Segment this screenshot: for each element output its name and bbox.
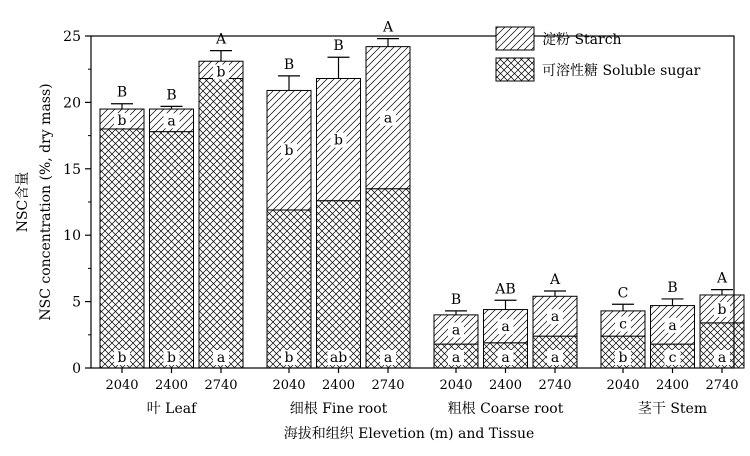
- group-label: 粗根 Coarse root: [447, 401, 564, 417]
- x-tick-label: 2740: [371, 378, 405, 393]
- letter-sugar: a: [501, 350, 510, 366]
- bar-soluble-sugar: [199, 78, 243, 368]
- letter-starch: a: [550, 309, 560, 326]
- x-tick-label: 2740: [705, 378, 739, 393]
- y-tick-label: 10: [63, 228, 81, 245]
- y-tick-label: 0: [72, 361, 81, 377]
- letter-starch: a: [668, 317, 677, 334]
- x-tick-label: 2400: [154, 378, 189, 393]
- letter-total: A: [716, 270, 728, 287]
- letter-sugar: b: [117, 350, 127, 366]
- y-tick-label: 25: [63, 29, 81, 45]
- letter-starch: a: [451, 322, 461, 339]
- letter-total: B: [166, 87, 177, 104]
- letter-total: B: [333, 38, 344, 55]
- group-label: 茎干 Stem: [637, 401, 708, 417]
- bar-soluble-sugar: [366, 189, 410, 368]
- letter-total: A: [215, 31, 227, 48]
- letter-total: B: [667, 279, 678, 296]
- letter-starch: b: [117, 113, 127, 130]
- bar-soluble-sugar: [267, 210, 311, 368]
- letter-sugar: a: [550, 350, 560, 366]
- letter-starch: a: [167, 113, 176, 130]
- x-tick-label: 2400: [655, 378, 690, 393]
- letter-sugar: a: [451, 350, 461, 366]
- legend-starch-label: 淀粉 Starch: [542, 32, 622, 48]
- letter-sugar: b: [284, 350, 294, 366]
- letter-sugar: ab: [329, 350, 348, 366]
- x-tick-label: 2400: [488, 378, 523, 393]
- legend-sugar-label: 可溶性糖 Soluble sugar: [542, 63, 701, 79]
- letter-sugar: b: [618, 350, 628, 366]
- y-tick-label: 15: [63, 161, 81, 178]
- letter-starch: b: [216, 64, 226, 81]
- letter-starch: b: [717, 301, 727, 318]
- x-tick-label: 2040: [439, 378, 473, 393]
- legend-starch-swatch: [496, 27, 534, 50]
- letter-starch: a: [383, 110, 393, 127]
- bar-soluble-sugar: [317, 201, 361, 368]
- x-tick-label: 2040: [272, 378, 306, 393]
- group-label: 叶 Leaf: [146, 401, 197, 417]
- letter-total: B: [283, 56, 295, 73]
- legend-sugar-swatch: [496, 58, 534, 81]
- legend: [496, 27, 701, 81]
- letter-sugar: a: [216, 350, 226, 366]
- y-tick-label: 20: [63, 95, 81, 112]
- letter-sugar: a: [383, 350, 393, 366]
- letter-starch: c: [619, 316, 627, 333]
- bar-soluble-sugar: [150, 132, 194, 368]
- letter-total: A: [382, 19, 394, 36]
- bar-soluble-sugar: [100, 129, 144, 368]
- letter-sugar: a: [717, 350, 727, 366]
- y-axis-label-cn: NSC含量: [15, 171, 31, 233]
- x-tick-label: 2040: [606, 378, 640, 393]
- y-tick-label: 5: [72, 294, 81, 311]
- x-tick-label: 2740: [204, 378, 238, 393]
- y-axis-label-en: NSC concentration (%, dry mass): [38, 83, 54, 321]
- letter-total: A: [549, 271, 561, 288]
- x-tick-label: 2040: [105, 378, 139, 393]
- x-tick-label: 2400: [321, 378, 356, 393]
- letter-starch: b: [284, 143, 294, 160]
- group-label: 细根 Fine root: [289, 401, 388, 417]
- x-axis-label: 海拔和组织 Elevetion (m) and Tissue: [283, 426, 535, 442]
- letter-total: AB: [495, 281, 516, 298]
- letter-starch: a: [501, 319, 510, 336]
- letter-total: B: [450, 291, 462, 308]
- letter-sugar: c: [668, 350, 677, 366]
- letter-total: C: [617, 285, 629, 302]
- x-tick-label: 2740: [538, 378, 572, 393]
- letter-total: B: [116, 84, 128, 101]
- letter-starch: b: [334, 132, 343, 149]
- letter-sugar: b: [167, 350, 176, 366]
